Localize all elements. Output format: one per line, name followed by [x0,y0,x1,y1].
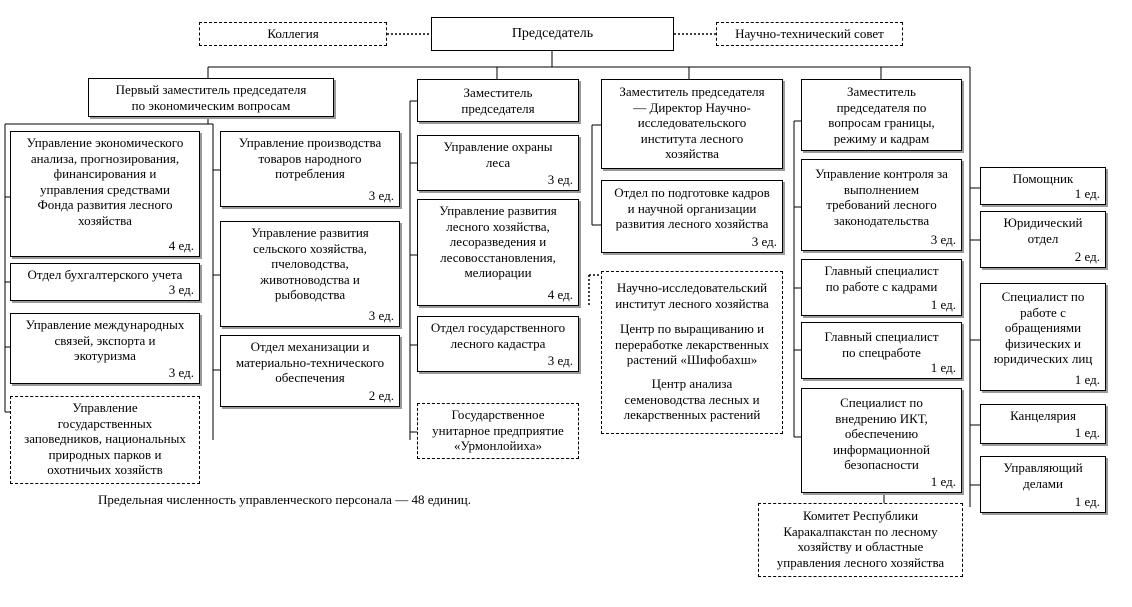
intl-department-count: 3 ед. [168,365,194,380]
cadastre-box [417,316,579,372]
special-work-specialist-title: Главный специалист по спецработе [824,329,939,360]
research-institute-caption: Научно-исследовательский институт лесного хозяйства [615,280,769,311]
agriculture-title: Управление развития сельского хозяйства, пчеловодства, животноводства и рыбоводства [251,225,369,302]
hr-specialist-box [801,259,962,316]
consumer-goods-box [220,131,400,207]
forest-protection-box [417,135,579,191]
training-department-title: Отдел по подготовке кадров и научной организации развития лесного хозяйства [614,185,770,231]
legal-department-box [980,211,1106,268]
collegium-title: Коллегия [267,26,319,41]
forest-protection-count: 3 ед. [547,172,573,187]
hr-specialist-title: Главный специалист по работе с кадрами [824,263,939,294]
law-control-box [801,159,962,251]
appeals-specialist-count: 1 ед. [1074,372,1100,387]
chairman-box [431,17,674,51]
mechanization-title: Отдел механизации и материально-технического обеспечения [235,339,385,385]
deputy-director-box [601,79,783,169]
legal-department-count: 2 ед. [1074,249,1100,264]
office-title: Канцелярия [1010,408,1076,423]
special-work-specialist-box [801,322,962,379]
accounting-title: Отдел бухгалтерского учета [27,267,183,282]
training-department-count: 3 ед. [751,234,777,249]
office-box [980,404,1106,444]
assistant-count: 1 ед. [1074,186,1100,201]
mechanization-count: 2 ед. [368,388,394,403]
intl-department-title: Управление международных связей, экспорта и экотуризма [25,317,185,363]
appeals-specialist-box [980,283,1106,391]
first-deputy-box [88,78,334,117]
accounting-count: 3 ед. [168,282,194,297]
shifobakhsh-center-caption: Центр по выращиванию и переработке лекарственных растений «Шифобахш» [615,321,769,367]
collegium-box [199,22,387,46]
appeals-specialist-title: Специалист по работе с обращениями физических и юридических лиц [993,289,1093,366]
mechanization-box [220,335,400,407]
council-title: Научно-технический совет [735,26,884,41]
assistant-box [980,167,1106,205]
deputy-border-box [801,79,962,151]
office-count: 1 ед. [1074,425,1100,440]
staff-limit-footnote: Предельная численность управленческого персонала — 48 единиц. [98,492,471,507]
forest-development-box [417,199,579,306]
econ-department-title: Управление экономического анализа, прогнозирования, финансирования и управления средствами Фонда развития лесного хозяйства [26,135,184,228]
cadastre-count: 3 ед. [547,353,573,368]
econ-department-box [10,131,200,257]
reserves-department-title: Управление государственных заповедников, национальных природных парков и охотничьих хозяйств [24,400,186,477]
chairman-title: Председатель [511,26,594,41]
consumer-goods-count: 3 ед. [368,188,394,203]
affairs-manager-title: Управляющий делами [1003,460,1083,491]
intl-department-box [10,313,200,384]
forest-protection-title: Управление охраны леса [443,139,553,170]
reserves-department-box [10,396,200,484]
council-box [716,22,903,46]
special-work-specialist-count: 1 ед. [930,360,956,375]
affairs-manager-count: 1 ед. [1074,494,1100,509]
deputy-title: Заместитель председателя [461,85,535,116]
assistant-title: Помощник [1012,171,1074,186]
deputy-director-title: Заместитель председателя — Директор Научно- исследовательского института лесного хозяйства [619,84,765,161]
seed-analysis-center-caption: Центр анализа семеноводства лесных и лекарственных растений [623,376,761,422]
accounting-box [10,263,200,301]
law-control-count: 3 ед. [930,232,956,247]
research-institute-box [601,271,783,434]
deputy-border-title: Заместитель председателя по вопросам границы, режиму и кадрам [828,84,935,146]
agriculture-count: 3 ед. [368,308,394,323]
regional-committee-title: Комитет Республики Каракалпакстан по лесному хозяйству и областные управления лесного хозяйства [776,508,945,570]
cadastre-title: Отдел государственного лесного кадастра [430,320,566,351]
deputy-box [417,79,579,122]
ict-specialist-box [801,388,962,493]
ict-specialist-count: 1 ед. [930,474,956,489]
econ-department-count: 4 ед. [168,238,194,253]
legal-department-title: Юридический отдел [1003,215,1083,246]
hr-specialist-count: 1 ед. [930,297,956,312]
affairs-manager-box [980,456,1106,513]
agriculture-box [220,221,400,327]
first-deputy-title: Первый заместитель председателя по экономическим вопросам [115,82,307,113]
enterprise-box [417,403,579,459]
forest-development-title: Управление развития лесного хозяйства, лесоразведения и лесовосстановления, мелиорации [439,203,557,280]
ict-specialist-title: Специалист по внедрению ИКТ, обеспечению информационной безопасности [833,395,930,472]
regional-committee-box [758,503,963,577]
enterprise-title: Государственное унитарное предприятие «Урмонлойиха» [432,407,564,453]
forest-development-count: 4 ед. [547,287,573,302]
training-department-box [601,180,783,253]
consumer-goods-title: Управление производства товаров народного потребления [238,135,382,181]
law-control-title: Управление контроля за выполнением требований лесного законодательства [815,166,948,228]
